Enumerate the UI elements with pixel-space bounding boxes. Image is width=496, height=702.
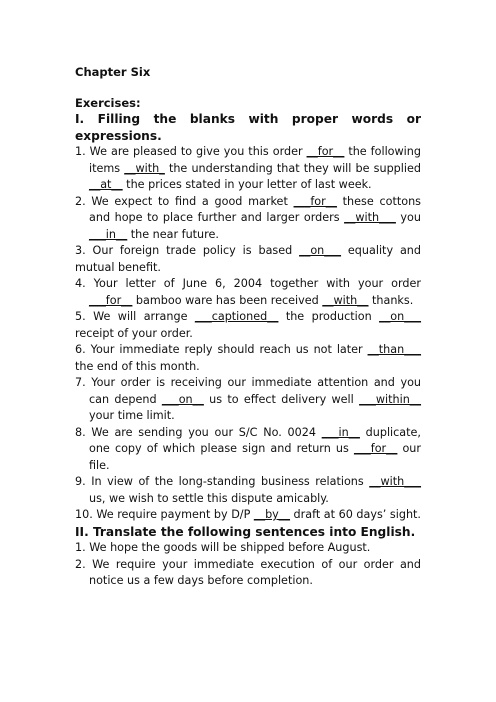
- item-text: 1. We are pleased to give you this order: [75, 145, 307, 158]
- item-text: 3. Our foreign trade policy is based: [75, 244, 300, 257]
- exercise-item: [75, 507, 421, 524]
- item-text: draft at 60 days’ sight.: [290, 508, 421, 521]
- item-text: the end of this month.: [75, 359, 200, 373]
- item-text: 9. In view of the long-standing business relations: [75, 475, 370, 488]
- item-text: thanks.: [368, 293, 414, 307]
- exercise-item: [75, 375, 421, 425]
- item-text: 8. We are sending you our S/C No. 0024: [75, 425, 322, 439]
- item-text: 4. Your letter of June 6, 2004 together with your order: [75, 277, 421, 290]
- item-text: these cottons and hope to place further and larger orders: [89, 194, 421, 224]
- exercise-list: [75, 144, 421, 524]
- item-text: equality and mutual benefit.: [75, 244, 421, 274]
- answer-blank: ___captioned__: [194, 310, 279, 323]
- answer-blank: __on___: [379, 310, 421, 323]
- translate-item: 2. We require your immediate execution of our order and notice us a few days before completion.: [75, 557, 421, 587]
- item-text: 10. We require payment by D/P: [75, 508, 254, 521]
- item-text: 5. We will arrange: [75, 310, 195, 323]
- exercise-item: [75, 474, 421, 507]
- item-text: receipt of your order.: [75, 326, 193, 340]
- answer-blank: __at__: [89, 178, 123, 191]
- answer-blank: ___for__: [353, 442, 398, 455]
- answer-blank: __on___: [299, 244, 342, 257]
- exercise-item: [75, 309, 421, 342]
- item-text: the understanding that they will be supplied: [164, 161, 421, 175]
- answer-blank: ___in__: [321, 425, 360, 439]
- answer-blank: __by__: [253, 508, 290, 521]
- exercise-item: [75, 342, 421, 375]
- exercises-label: Exercises:: [75, 95, 141, 110]
- answer-blank: __than___: [367, 343, 421, 356]
- item-text: 2. We expect to find a good market: [75, 194, 294, 208]
- translate-list: [75, 540, 421, 590]
- translate-item: 1. We hope the goods will be shipped before August.: [75, 541, 371, 554]
- answer-blank: __with__: [322, 293, 369, 307]
- item-text: duplicate, one copy of which please sign and return us: [89, 425, 421, 455]
- section-1-title: I. Filling the blanks with proper words or expressions.: [75, 112, 421, 143]
- item-text: the production: [278, 310, 380, 323]
- item-text: our file.: [89, 442, 421, 472]
- answer-blank: __for__: [306, 145, 345, 158]
- item-text: the near future.: [127, 227, 219, 241]
- answer-blank: __with___: [369, 475, 421, 488]
- item-text: the prices stated in your letter of last week.: [122, 178, 372, 191]
- exercise-item: [75, 276, 421, 309]
- exercise-item: [75, 144, 421, 194]
- answer-blank: ___within__: [359, 392, 421, 406]
- chapter-title: Chapter Six: [75, 65, 151, 79]
- item-text: us to effect delivery well: [203, 392, 360, 406]
- item-text: bamboo ware has been received: [132, 293, 323, 307]
- item-text: the following items: [89, 145, 421, 175]
- answer-blank: ___on__: [161, 392, 204, 406]
- exercise-item: [75, 194, 421, 244]
- answer-blank: __with___: [344, 211, 396, 224]
- exercise-item: [75, 243, 421, 276]
- item-text: your time limit.: [89, 409, 175, 422]
- item-text: 7. Your order is receiving our immediate attention and you can depend: [75, 376, 421, 406]
- answer-blank: ___for__: [293, 194, 337, 208]
- document-page: [75, 64, 421, 590]
- item-text: 6. Your immediate reply should reach us not later: [75, 343, 368, 356]
- answer-blank: ___for__: [89, 293, 133, 307]
- answer-blank: __with_: [124, 161, 165, 175]
- item-text: us, we wish to settle this dispute amicably.: [89, 491, 329, 505]
- exercise-item: [75, 425, 421, 475]
- section-2-title: II. Translate the following sentences into English.: [75, 524, 416, 539]
- answer-blank: ___in__: [89, 227, 128, 241]
- item-text: you: [395, 211, 421, 224]
